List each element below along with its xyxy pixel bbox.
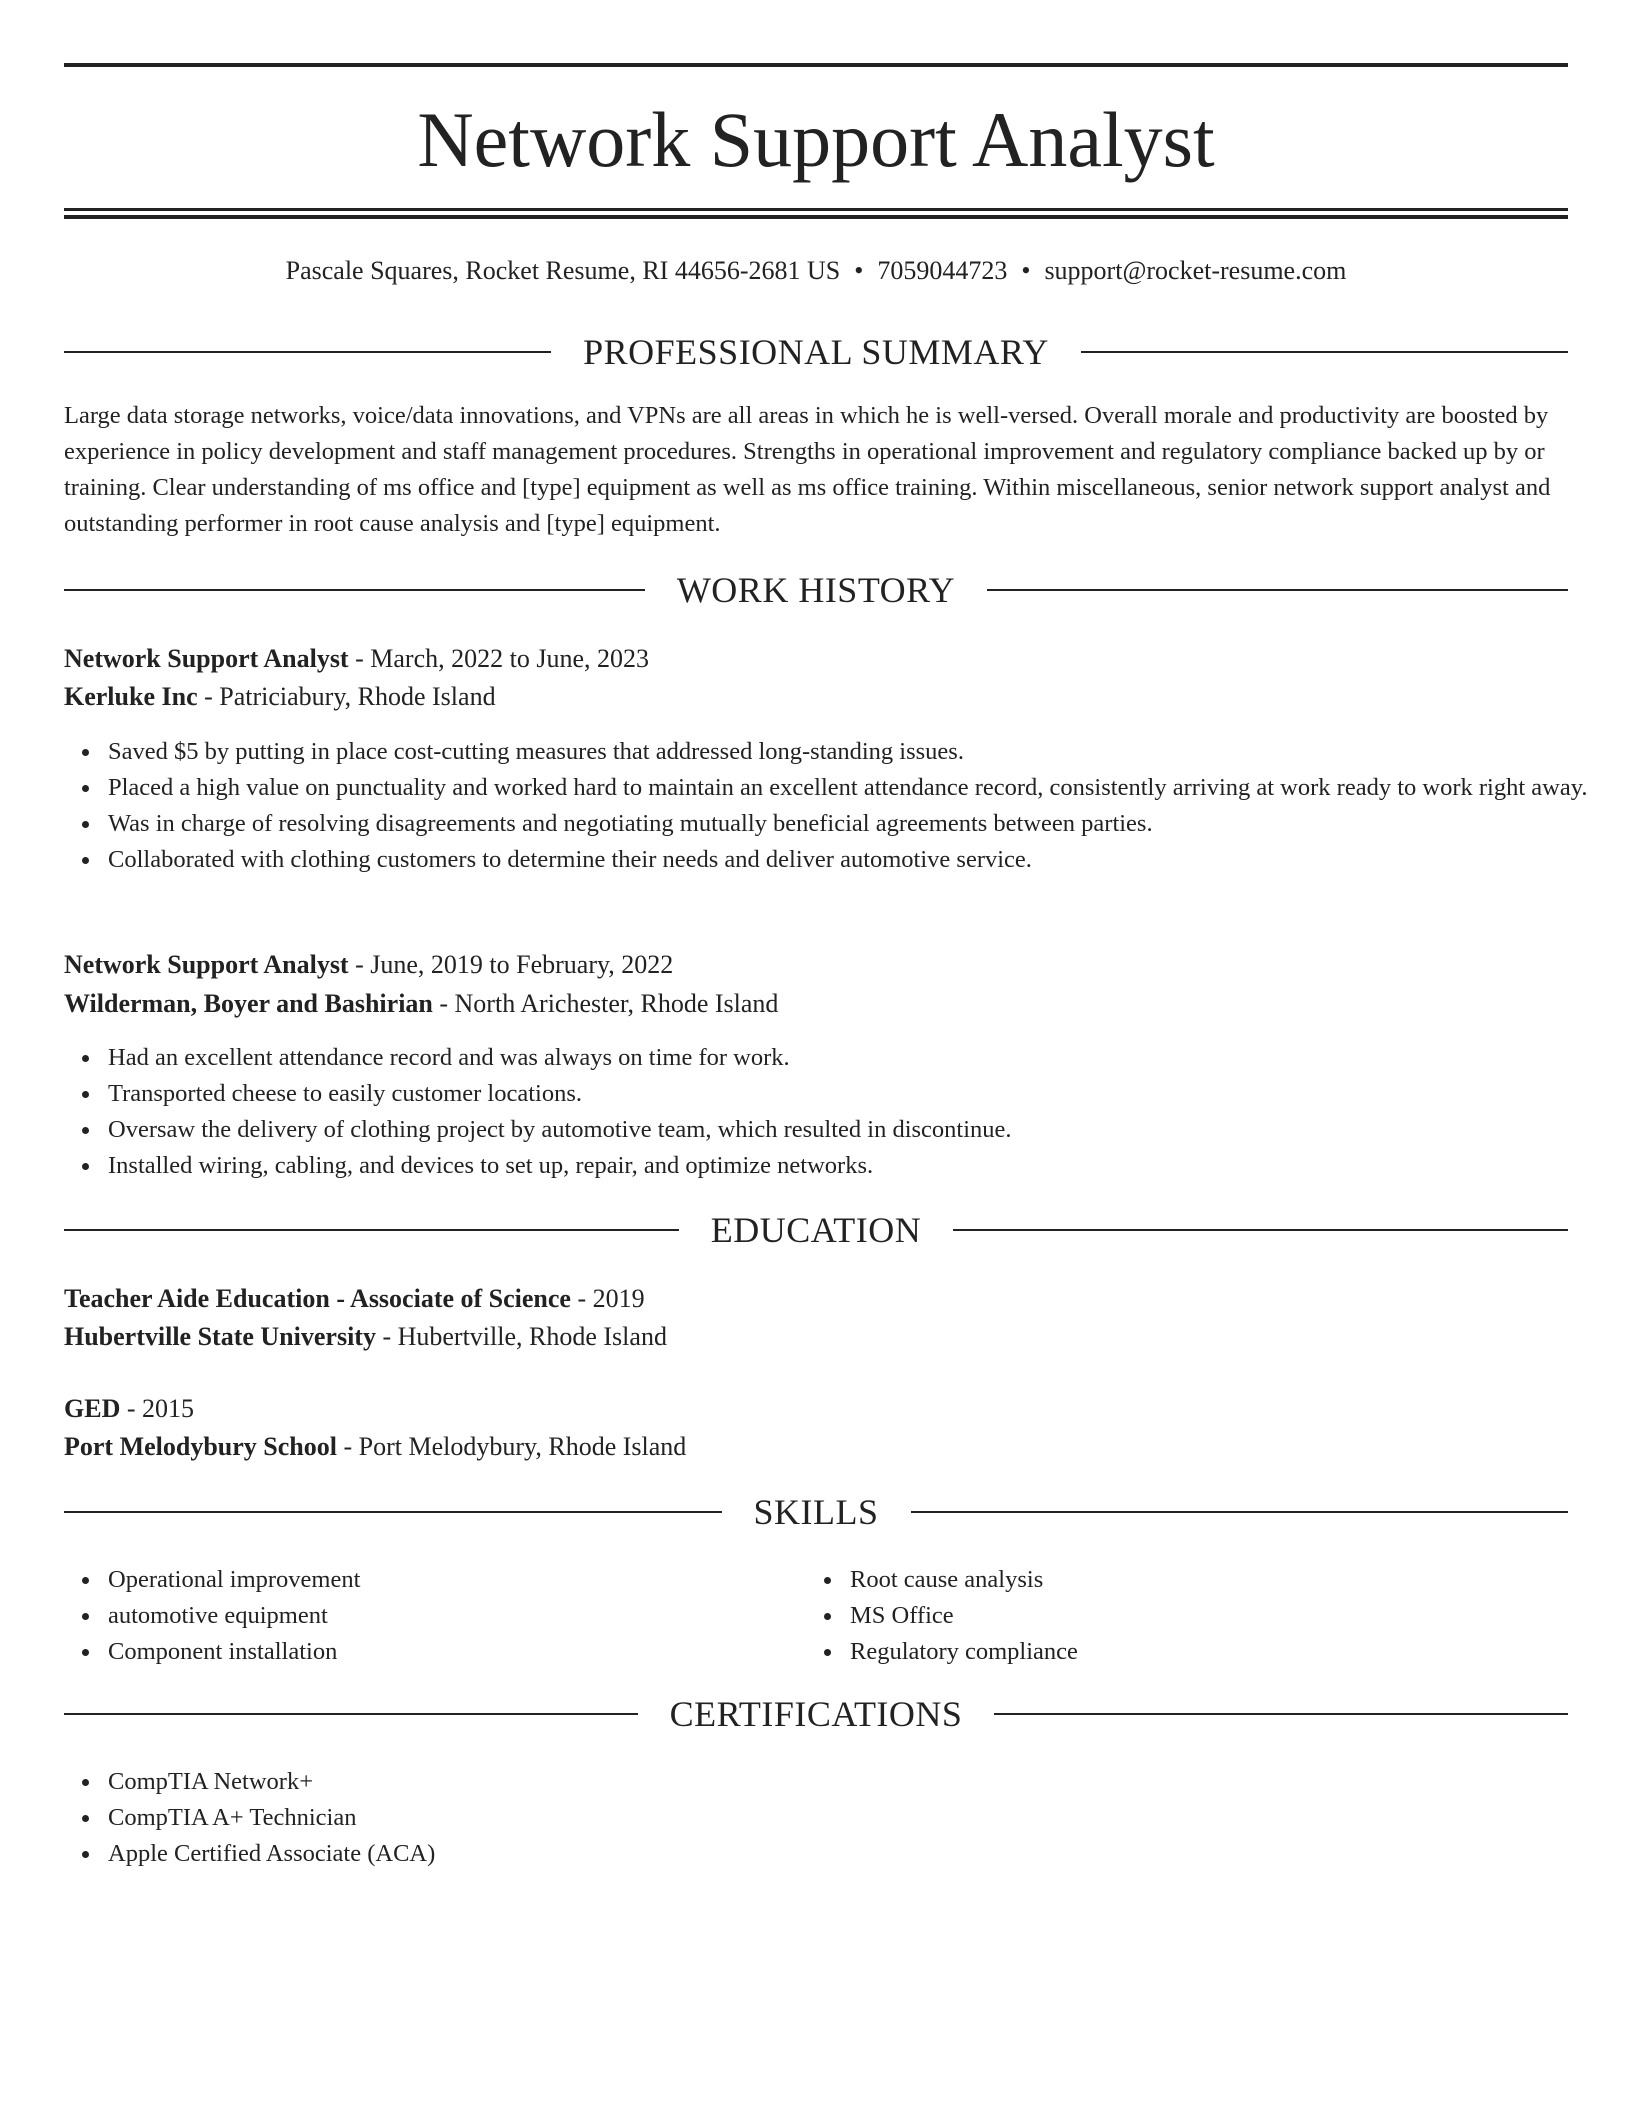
job-bullets [64,1040,1612,1184]
list-item: Transported cheese to easily customer locations. [108,1076,1612,1112]
education-location: - Hubertville, Rhode Island [375,1322,667,1351]
job-company-line [64,986,1568,1022]
heading-rule [64,1511,722,1513]
contact-email: support@rocket-resume.com [1044,256,1347,285]
section-title: WORK HISTORY [676,570,956,610]
job-dates: - June, 2019 to February, 2022 [348,950,674,979]
job-role: Network Support Analyst [64,644,349,673]
education-school-line [64,1319,1568,1355]
education-degree: Teacher Aide Education - Associate of Science [64,1284,571,1313]
skills-list-left [64,1562,808,1670]
resume-title: Network Support Analyst [417,96,1215,183]
education-year: - 2019 [570,1284,645,1313]
contact-line [64,254,1568,288]
list-item: Regulatory compliance [850,1634,1550,1670]
skills-list-right [806,1562,1550,1670]
education-degree-line [64,1281,1568,1317]
job-title-line [64,947,1568,983]
title-rule-lower [64,215,1568,219]
heading-rule [64,1713,638,1715]
job-role: Network Support Analyst [64,950,349,979]
contact-address: Pascale Squares, Rocket Resume, RI 44656-2681 US [285,256,841,285]
list-item: Had an excellent attendance record and was always on time for work. [108,1040,1612,1076]
list-item: Oversaw the delivery of clothing project by automotive team, which resulted in discontinue. [108,1112,1612,1148]
list-item: Installed wiring, cabling, and devices to set up, repair, and optimize networks. [108,1148,1612,1184]
list-item: MS Office [850,1598,1550,1634]
job-location: - Patriciabury, Rhode Island [197,682,496,711]
job-dates: - March, 2022 to June, 2023 [348,644,649,673]
education-school: Hubertville State University [64,1322,376,1351]
heading-rule [953,1229,1568,1231]
list-item: Apple Certified Associate (ACA) [108,1836,1612,1872]
job-company-line [64,679,1568,715]
job-title-line [64,641,1568,677]
heading-rule [994,1713,1568,1715]
section-heading-work-history [64,568,1568,612]
section-heading-summary [64,330,1568,374]
list-item: Was in charge of resolving disagreements and negotiating mutually beneficial agreements between parties. [108,806,1612,842]
education-school-line [64,1429,1568,1465]
section-heading-certifications [64,1692,1568,1736]
top-rule [64,63,1568,67]
list-item: Root cause analysis [850,1562,1550,1598]
list-item: Placed a high value on punctuality and worked hard to maintain an excellent attendance record, consistently arriving at work ready to work right away. [108,770,1612,806]
section-title: SKILLS [753,1492,879,1532]
heading-rule [987,589,1568,591]
education-year: - 2015 [120,1394,195,1423]
contact-separator: • [1021,256,1031,285]
summary-text: Large data storage networks, voice/data innovations, and VPNs are all areas in which he is well-versed. Overall morale and productivity are boosted by experience in policy development and staff management procedures. Strengths in operational improvement and regulatory compliance backed up by or training. Clear understanding of ms office and [type] equipment as well as ms office training. Within miscellaneous, senior network support analyst and outstanding performer in root cause analysis and [type] equipment. [64,402,1551,537]
list-item: Collaborated with clothing customers to determine their needs and deliver automotive service. [108,842,1612,878]
job-location: - North Arichester, Rhode Island [432,989,779,1018]
education-degree-line [64,1391,1568,1427]
contact-phone: 7059044723 [877,256,1008,285]
section-heading-education [64,1208,1568,1252]
section-title: CERTIFICATIONS [669,1694,963,1734]
heading-rule [64,1229,679,1231]
contact-separator: • [854,256,864,285]
job-bullets [64,734,1612,878]
education-degree: GED [64,1394,121,1423]
education-location: - Port Melodybury, Rhode Island [337,1432,687,1461]
job-company: Wilderman, Boyer and Bashirian [64,989,433,1018]
section-title: PROFESSIONAL SUMMARY [583,332,1049,372]
list-item: CompTIA Network+ [108,1764,1612,1800]
list-item: Saved $5 by putting in place cost-cutting measures that addressed long-standing issues. [108,734,1612,770]
section-heading-skills [64,1490,1568,1534]
certifications-list [64,1764,1612,1872]
job-company: Kerluke Inc [64,682,198,711]
list-item: automotive equipment [108,1598,808,1634]
heading-rule [1081,351,1568,353]
list-item: CompTIA A+ Technician [108,1800,1612,1836]
heading-rule [64,351,551,353]
list-item: Operational improvement [108,1562,808,1598]
education-school: Port Melodybury School [64,1432,337,1461]
section-title: EDUCATION [710,1210,922,1250]
heading-rule [64,589,645,591]
heading-rule [911,1511,1569,1513]
title-rule-upper [64,208,1568,211]
list-item: Component installation [108,1634,808,1670]
